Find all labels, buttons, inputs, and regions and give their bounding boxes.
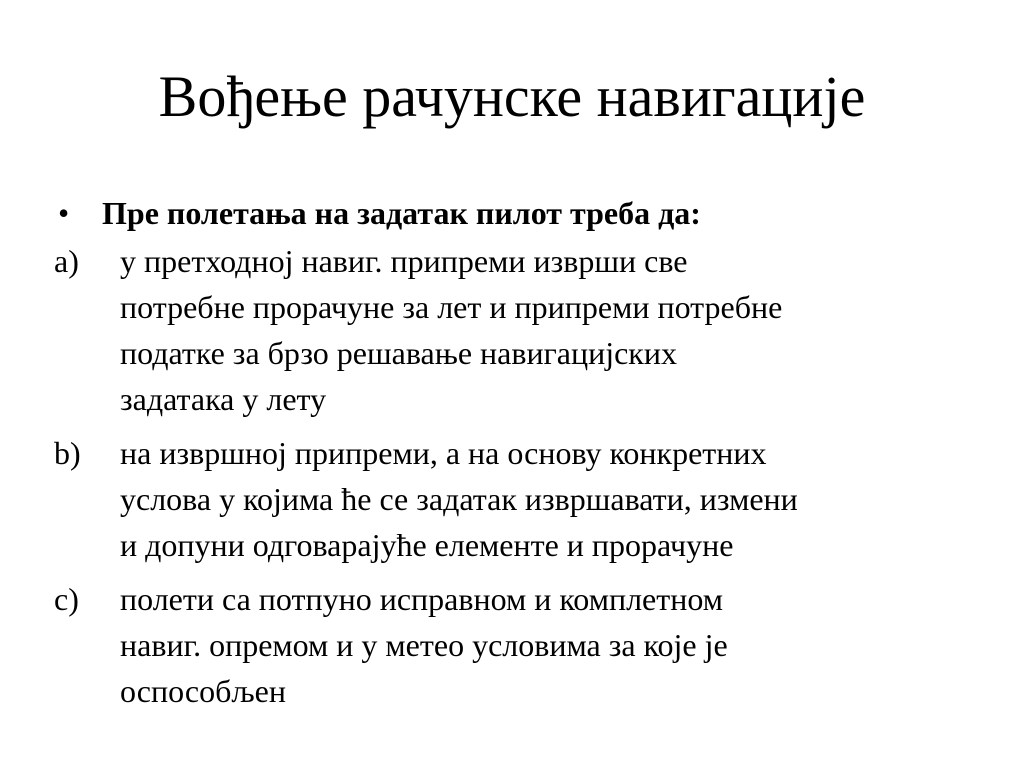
text-line: навиг. опремом и у метео условима за које је [120, 627, 728, 663]
list-item-c [54, 576, 994, 714]
bullet-point [54, 190, 994, 236]
text-line: задатака у лету [120, 381, 327, 417]
slide-body [54, 190, 994, 722]
text-line: потребне прорачуне за лет и припреми потребне [120, 289, 783, 325]
list-marker: b) [54, 435, 81, 471]
bullet-text: Пре полетања на задатак пилот треба да: [102, 195, 701, 231]
list-item-a [54, 238, 994, 422]
slide-title: Вођење рачунске навигације [158, 64, 866, 129]
text-line: на извршној припреми, а на основу конкретних [120, 435, 767, 471]
list-marker: a) [54, 243, 79, 279]
list-marker: c) [54, 581, 79, 617]
text-line: полети са потпуно исправном и комплетном [120, 581, 723, 617]
bullet-icon: • [58, 195, 70, 231]
list-item-text [120, 430, 994, 568]
list-item-b [54, 430, 994, 568]
text-line: податке за брзо решавање навигацијских [120, 335, 677, 371]
text-line: оспособљен [120, 673, 286, 709]
text-line: услова у којима ће се задатак извршавати, измени [120, 481, 798, 517]
text-line: и допуни одговарајуће елементе и прорачуне [120, 527, 734, 563]
text-line: у претходној навиг. припреми изврши све [120, 243, 688, 279]
list-item-text [120, 238, 994, 422]
list-item-text [120, 576, 994, 714]
